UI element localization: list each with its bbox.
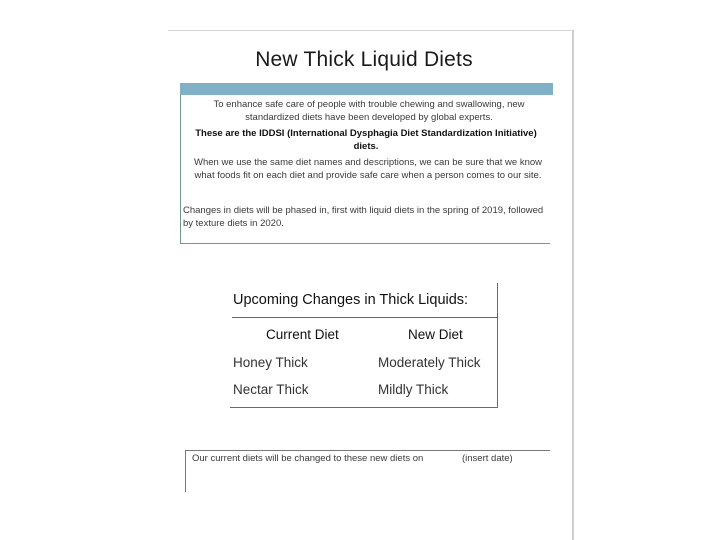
intro-paragraph-iddsi: These are the IDDSI (International Dysphagia Diet Standardization Initiative) diets. — [195, 128, 537, 152]
title-accent-bar — [180, 83, 553, 95]
row-1-new: Moderately Thick — [378, 355, 481, 370]
effective-date-placeholder: (insert date) — [462, 453, 513, 464]
column-header-current: Current Diet — [266, 327, 339, 342]
page-right-edge — [572, 30, 574, 540]
row-2-current: Nectar Thick — [233, 382, 309, 397]
intro-section — [180, 95, 550, 244]
page-top-edge — [168, 30, 574, 31]
column-header-new: New Diet — [408, 327, 463, 342]
row-2-new: Mildly Thick — [378, 382, 449, 397]
row-1-current: Honey Thick — [233, 355, 308, 370]
document-title: New Thick Liquid Diets — [255, 48, 473, 71]
changes-title: Upcoming Changes in Thick Liquids: — [233, 292, 469, 308]
effective-date-text: Our current diets will be changed to these new diets on — [192, 453, 424, 464]
intro-paragraph-enhance: To enhance safe care of people with trouble chewing and swallowing, new standardized diets have been developed by global experts. — [213, 99, 525, 123]
changes-divider — [232, 317, 497, 318]
changes-table — [230, 283, 498, 408]
intro-paragraph-phasing: Changes in diets will be phased in, first with liquid diets in the spring of 2019, followed by texture diets in 2020. — [183, 205, 544, 229]
intro-paragraph-names: When we use the same diet names and descriptions, we can be sure that we know what foods fit on each diet and provide safe care when a person comes to our site. — [194, 157, 542, 181]
effective-date-box — [185, 450, 550, 492]
